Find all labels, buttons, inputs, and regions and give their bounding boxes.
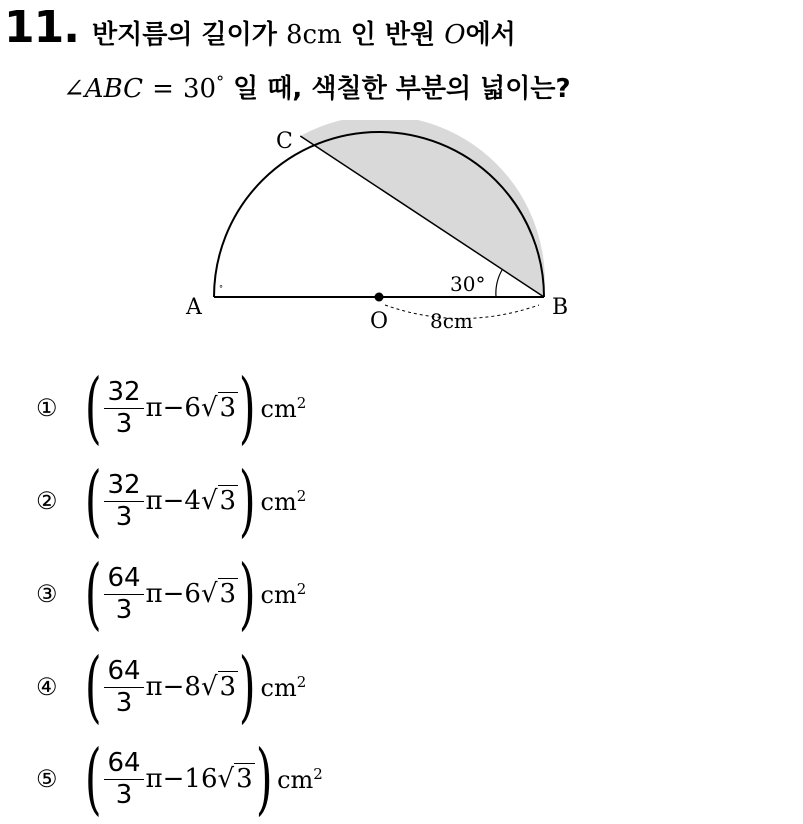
expression: π−6√3 [145, 579, 237, 609]
right-paren: ) [238, 363, 256, 453]
question-text-d: 일 때, 색칠한 부분의 넓이는? [233, 74, 571, 104]
question-text-b: 인 반원 [350, 20, 436, 50]
angle-symbol: ∠ [63, 74, 85, 104]
minus-sign: − [162, 672, 185, 702]
pi-symbol: π [145, 579, 163, 609]
question-text-c: 에서 [465, 20, 516, 50]
expression: π−16√3 [145, 764, 253, 794]
angle-arc [496, 270, 502, 297]
minus-sign: − [162, 393, 185, 423]
right-paren: ) [238, 549, 256, 639]
fraction [104, 564, 143, 624]
radius-unit: cm [302, 20, 342, 50]
expression: π−6√3 [145, 393, 237, 423]
unit-exponent: 2 [296, 579, 307, 598]
corner-mark: ° [219, 284, 223, 293]
choice-3[interactable] [36, 549, 306, 639]
denominator: 3 [115, 408, 133, 439]
choice-2[interactable] [36, 456, 306, 546]
left-paren: ( [84, 456, 102, 546]
point-c-label: C [276, 129, 293, 154]
center-label-inline: O [444, 20, 466, 50]
pi-symbol: π [145, 486, 163, 516]
fraction [104, 749, 143, 809]
shaded-region [300, 120, 545, 297]
choice-5[interactable] [36, 734, 323, 824]
unit-text: cm [260, 394, 297, 423]
minus-sign: − [162, 486, 185, 516]
coefficient: 16 [184, 764, 218, 794]
numerator: 64 [104, 749, 143, 780]
radicand: 3 [219, 486, 237, 516]
radicand: 3 [219, 672, 237, 702]
right-paren: ) [255, 734, 273, 824]
angle-value: 30 [182, 74, 217, 104]
angle-name: ABC [84, 74, 144, 104]
unit-exponent: 2 [313, 764, 323, 783]
numerator: 32 [104, 378, 143, 409]
expression: π−4√3 [145, 486, 237, 516]
choice-2-mark: ② [36, 487, 58, 515]
point-o-label: O [370, 309, 389, 334]
unit [261, 580, 307, 609]
left-paren: ( [84, 549, 102, 639]
unit-exponent: 2 [296, 393, 307, 412]
fraction [104, 378, 143, 438]
unit [261, 394, 307, 423]
choice-3-mark: ③ [36, 580, 58, 608]
unit [261, 487, 307, 516]
denominator: 3 [115, 687, 133, 718]
choice-4[interactable] [36, 642, 306, 732]
minus-sign: − [162, 764, 185, 794]
numerator: 32 [104, 471, 143, 502]
unit [277, 765, 323, 794]
right-paren: ) [238, 642, 256, 732]
unit-text: cm [260, 487, 297, 516]
radius-value: 8 [285, 20, 303, 50]
question-text-a: 반지름의 길이가 [92, 20, 277, 50]
pi-symbol: π [145, 672, 163, 702]
left-paren: ( [84, 363, 102, 453]
coefficient: 8 [184, 672, 201, 702]
numerator: 64 [104, 657, 143, 688]
center-point [375, 293, 384, 302]
coefficient: 6 [184, 579, 201, 609]
pi-symbol: π [145, 764, 163, 794]
angle-label: 30° [450, 272, 486, 296]
unit [261, 673, 307, 702]
radicand: 3 [219, 579, 237, 609]
angle-degree: ° [216, 72, 225, 92]
right-paren: ) [238, 456, 256, 546]
coefficient: 4 [184, 486, 201, 516]
angle-equals: = [152, 74, 174, 104]
radicand: 3 [219, 393, 237, 423]
length-label: 8cm [430, 309, 473, 333]
question-line-1 [92, 14, 516, 51]
choice-1-mark: ① [36, 394, 58, 422]
unit-text: cm [277, 765, 314, 794]
denominator: 3 [115, 594, 133, 625]
unit-exponent: 2 [296, 486, 307, 505]
choice-4-mark: ④ [36, 673, 58, 701]
denominator: 3 [115, 779, 133, 810]
pi-symbol: π [145, 393, 163, 423]
fraction [104, 471, 143, 531]
choice-5-mark: ⑤ [36, 765, 58, 793]
coefficient: 6 [184, 393, 201, 423]
semicircle-figure [180, 120, 600, 340]
minus-sign: − [162, 579, 185, 609]
point-b-label: B [552, 295, 569, 320]
point-a-label: A [186, 295, 202, 320]
fraction [104, 657, 143, 717]
denominator: 3 [115, 501, 133, 532]
unit-text: cm [260, 580, 297, 609]
question-number: 11. [4, 2, 79, 53]
question-line-2 [63, 68, 571, 105]
numerator: 64 [104, 564, 143, 595]
choice-1[interactable] [36, 363, 306, 453]
unit-text: cm [260, 673, 297, 702]
unit-exponent: 2 [296, 672, 307, 691]
left-paren: ( [84, 642, 102, 732]
expression: π−8√3 [145, 672, 237, 702]
radicand: 3 [236, 764, 253, 794]
left-paren: ( [84, 734, 102, 824]
